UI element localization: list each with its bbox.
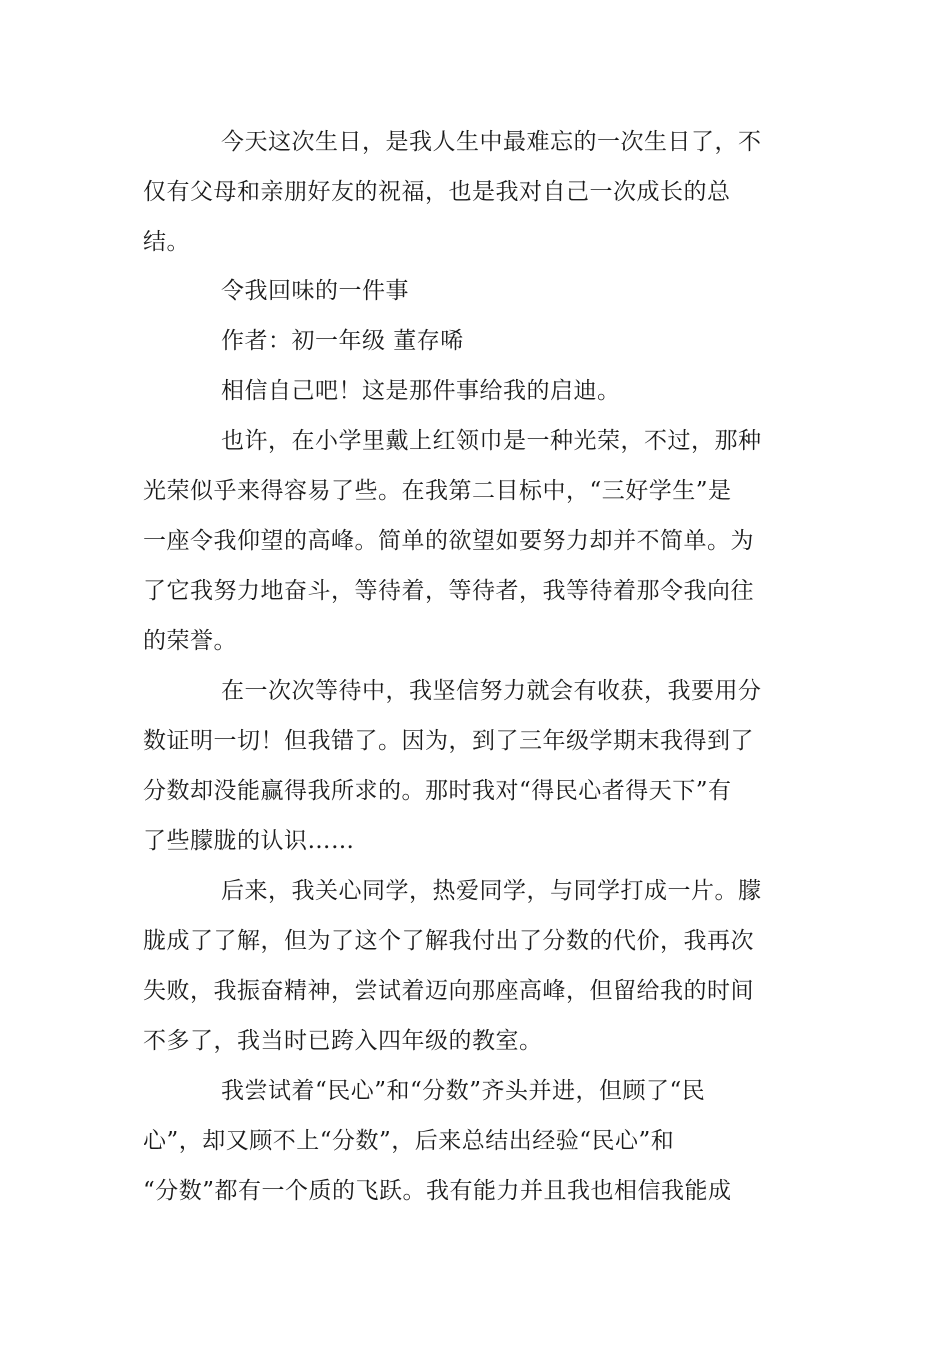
paragraph-5-line-2: 胧成了了解，但为了这个了解我付出了分数的代价，我再次 — [143, 928, 754, 954]
paragraph-5-line-1: 后来，我关心同学，热爱同学，与同学打成一片。朦 — [221, 878, 762, 904]
paragraph-3-line-3: 一座令我仰望的高峰。简单的欲望如要努力却并不简单。为 — [143, 528, 754, 554]
paragraph-2-line-1: 相信自己吧！这是那件事给我的启迪。 — [221, 378, 621, 404]
paragraph-1-line-3: 结。 — [143, 229, 190, 255]
paragraph-4-line-3: 分数却没能赢得我所求的。那时我对“得民心者得天下”有 — [143, 778, 732, 804]
essay-title: 令我回味的一件事 — [221, 278, 409, 304]
paragraph-3-line-2: 光荣似乎来得容易了些。在我第二目标中，“三好学生”是 — [143, 478, 732, 504]
paragraph-3-line-1: 也许，在小学里戴上红领巾是一种光荣，不过，那种 — [221, 428, 762, 454]
paragraph-6-line-2: 心”，却又顾不上“分数”，后来总结出经验“民心”和 — [143, 1128, 675, 1154]
paragraph-1-line-2: 仅有父母和亲朋好友的祝福，也是我对自己一次成长的总 — [143, 179, 731, 205]
paragraph-4-line-1: 在一次次等待中，我坚信努力就会有收获，我要用分 — [221, 678, 762, 704]
paragraph-5-line-4: 不多了，我当时已跨入四年级的教室。 — [143, 1028, 543, 1054]
essay-author: 作者：初一年级 董存唏 — [221, 328, 464, 354]
paragraph-1-line-1: 今天这次生日，是我人生中最难忘的一次生日了，不 — [221, 129, 762, 155]
paragraph-3-line-5: 的荣誉。 — [143, 628, 237, 654]
paragraph-6-line-3: “分数”都有一个质的飞跃。我有能力并且我也相信我能成 — [143, 1178, 732, 1204]
paragraph-3-line-4: 了它我努力地奋斗，等待着，等待者，我等待着那令我向往 — [143, 578, 754, 604]
paragraph-4-line-2: 数证明一切！但我错了。因为，到了三年级学期末我得到了 — [143, 728, 754, 754]
paragraph-6-line-1: 我尝试着“民心”和“分数”齐头并进，但顾了“民 — [221, 1078, 706, 1104]
paragraph-4-line-4: 了些朦胧的认识…… — [143, 828, 355, 854]
paragraph-5-line-3: 失败，我振奋精神，尝试着迈向那座高峰，但留给我的时间 — [143, 978, 754, 1004]
